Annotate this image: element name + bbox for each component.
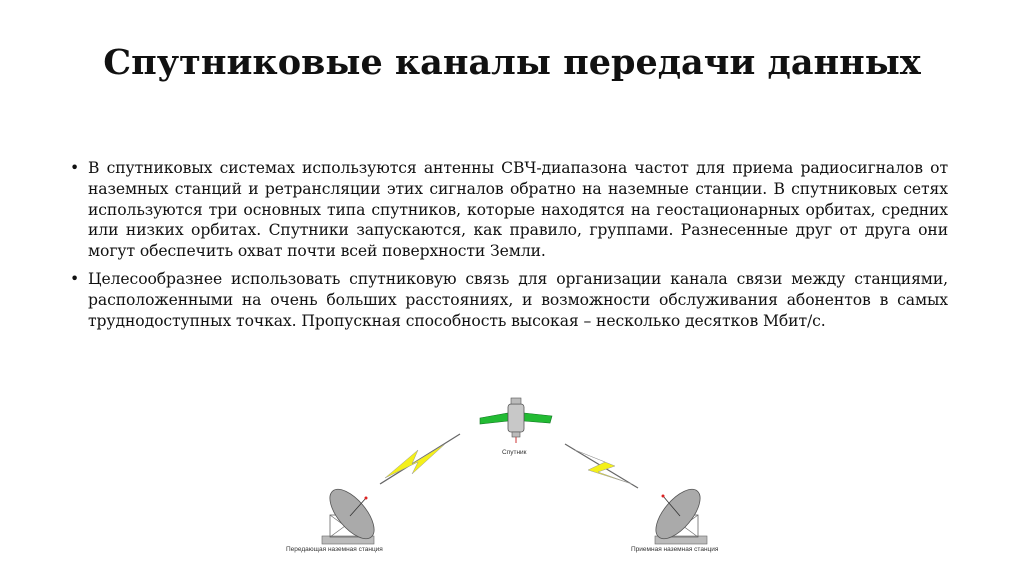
signal-bolt-right-icon	[565, 444, 638, 488]
signal-bolt-left-icon	[380, 434, 460, 484]
receiver-label: Приемная наземная станция	[631, 546, 719, 553]
bullet-text: В спутниковых системах используются антенны СВЧ-диапазона частот для приема радиосигналов от наземных станций и ретрансляции этих сигналов обратно на наземные станции. В спутниковых сетях используются три основных типа спутников, которые находятся на геостационарных орбитах, средних или низких орбитах. Спутники запускаются, как правило, группами. Разнесенные друг от друга они могут обеспечить охват почти всей поверхности Земли.	[88, 159, 948, 261]
transmitter-dish-icon	[322, 482, 382, 546]
diagram-graphic	[260, 390, 760, 570]
bullet-item	[70, 269, 948, 331]
transmitter-label: Передающая наземная станция	[286, 546, 383, 553]
bullet-list	[70, 158, 948, 338]
satellite-icon	[480, 398, 552, 443]
bullet-marker: •	[70, 269, 80, 288]
bullet-text: Целесообразнее использовать спутниковую связь для организации канала связи между станциями, расположенными на очень больших расстояниях, и возможности обслуживания абонентов в самых труднодоступных точках. Пропускная способность высокая – несколько десятков Мбит/с.	[88, 269, 948, 330]
bullet-item	[70, 158, 948, 262]
satellite-diagram	[260, 390, 760, 570]
satellite-label: Спутник	[502, 449, 527, 456]
receiver-dish-icon	[648, 482, 708, 546]
slide-title: Спутниковые каналы передачи данных	[103, 42, 921, 83]
bullet-marker: •	[70, 159, 80, 177]
